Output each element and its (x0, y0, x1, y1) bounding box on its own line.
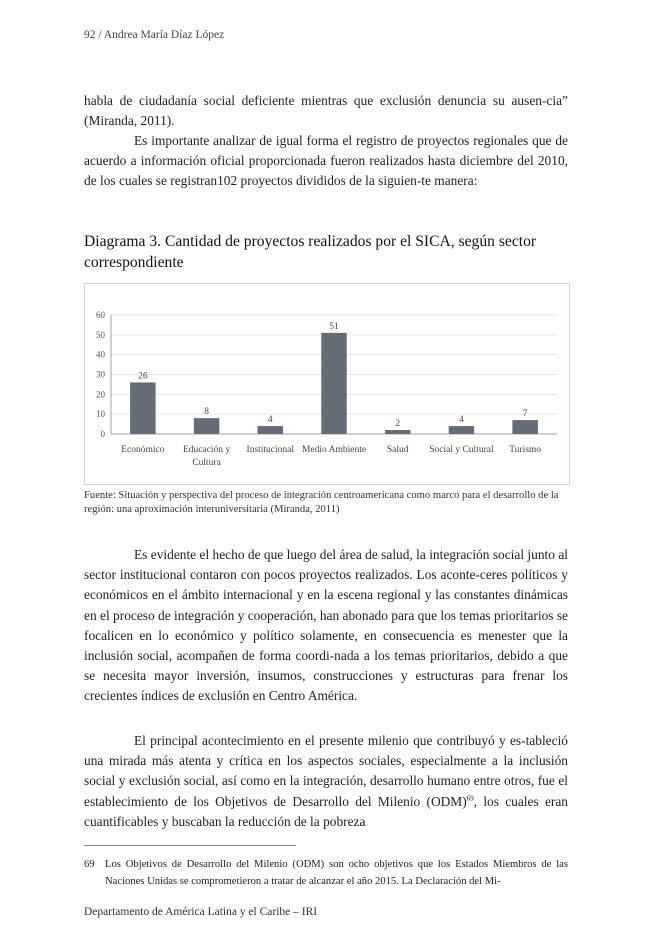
y-tick-label: 0 (100, 429, 105, 439)
x-tick-label: Institucional (246, 445, 295, 455)
paragraph-4-text: El principal acontecimiento en el presente milenio que contribuyó y es-tableció una mirada más atenta y crítica en los aspectos sociales, especialmente a la inclusión social y exclusión social, así como en la integración, desarrollo humano entre otros, fue el establecimiento de los Objetivos de Desarrollo del Milenio (ODM) (84, 733, 568, 809)
figure-source: Fuente: Situación y perspectiva del proceso de integración centroamericana como marco para el desarrollo de la región: una aproximación interuniversitaria (Miranda, 2011) (84, 490, 559, 515)
bar (130, 382, 155, 434)
bar-chart-svg (85, 284, 569, 484)
y-tick-label: 10 (96, 409, 105, 420)
data-label: 2 (395, 419, 401, 430)
paragraph-2: Es importante analizar de igual forma el registro de proyectos regionales que de acuerdo a información oficial proporcionada fueron realizados hasta diciembre del 2010, de los cuales se registran102 proyectos divididos de la siguien-te manera: (84, 133, 568, 189)
x-tick-label: Salud (386, 445, 409, 455)
data-label: 4 (267, 415, 273, 426)
data-label: 51 (329, 321, 339, 332)
paragraph-3: Es evidente el hecho de que luego del área de salud, la integración social junto al sector institucional contaron con pocos proyectos realizados. Los aconte-ceres políticos y económicos en el ámbito internacional y en la escena regional y las constantes dinámicas en el proceso de integración y cooperación, han abonado para que los temas prioritarios se focalicen en lo económico y político solamente, en consecuencia es menester que la inclusión social, acompañen de forma coordi-nada a los temas prioritarios, debido a que se necesita mayor inversión, insumos, construcciones y estructuras para frenar los crecientes índices de exclusión en Centro América. (84, 547, 568, 704)
bar (449, 426, 474, 434)
x-tick-label: Educación y (182, 445, 231, 455)
paragraph-4-text-cont: , los cuales eran cuantificables y buscaban la reducción de la pobreza (84, 793, 568, 829)
x-tick-label: Económico (121, 445, 165, 455)
bar (385, 430, 410, 434)
footnote-number: 69 (84, 859, 95, 870)
data-label: 8 (204, 407, 209, 418)
page-footer: Departamento de América Latina y el Caribe – IRI (84, 906, 318, 918)
data-label: 26 (138, 371, 148, 382)
running-head: 92 / Andrea María Díaz López (84, 29, 225, 41)
x-tick-label: Cultura (192, 458, 221, 468)
footnote-reference: 69 (466, 794, 474, 803)
bar (258, 426, 283, 434)
data-label: 7 (522, 409, 528, 420)
data-label: 4 (459, 415, 464, 426)
bar-chart (84, 283, 570, 485)
y-tick-label: 40 (96, 349, 105, 360)
bar (194, 418, 219, 434)
paragraph-4 (84, 731, 568, 832)
paragraph-1: habla de ciudadanía social deficiente mientras que exclusión denuncia su ausen-cia” (Miranda, 2011). (84, 93, 568, 129)
footnote-divider (84, 845, 296, 846)
y-tick-label: 60 (96, 310, 105, 320)
y-tick-label: 50 (96, 329, 105, 340)
bar (512, 420, 537, 434)
x-tick-label: Turismo (509, 445, 542, 455)
y-tick-label: 30 (96, 369, 105, 380)
footnote (84, 856, 568, 890)
figure-title: Diagrama 3. Cantidad de proyectos realizados por el SICA, según sector correspondiente (84, 233, 537, 271)
footnote-text: Los Objetivos de Desarrollo del Milenio (ODM) son ocho objetivos que los Estados Miembros de las Naciones Unidas se comprometieron a tratar de alcanzar el año 2015. La Declaración del Mi- (105, 859, 568, 887)
y-tick-label: 20 (96, 389, 105, 400)
x-tick-label: Social y Cultural (429, 445, 494, 455)
bar (321, 333, 346, 434)
x-tick-label: Medio Ambiente (301, 445, 367, 455)
